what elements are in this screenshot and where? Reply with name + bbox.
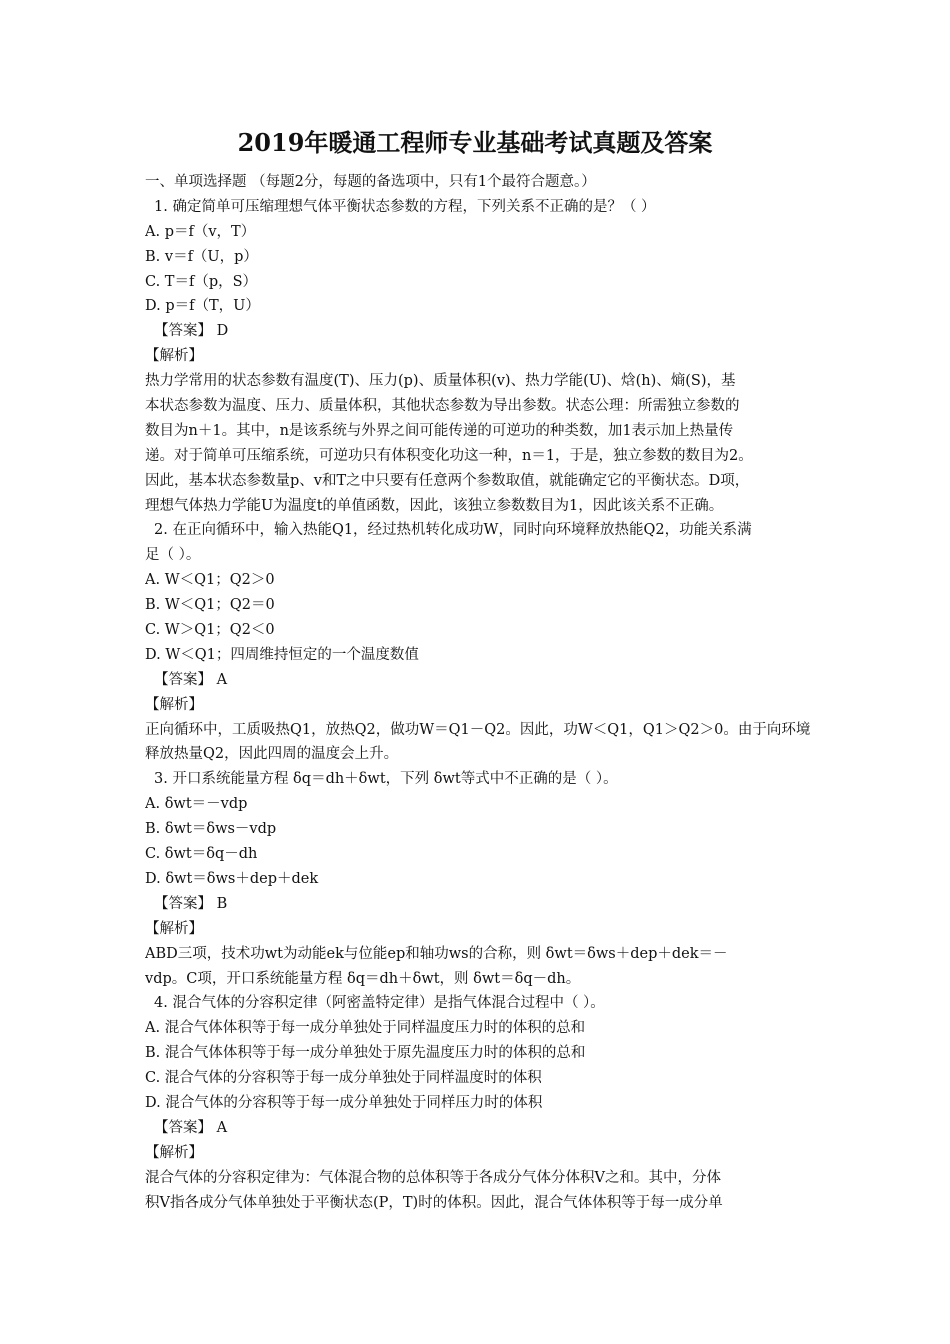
analysis-line: 释放热量Q2，因此四周的温度会上升。: [145, 746, 399, 763]
option-a: A. W＜Q1；Q2＞0: [145, 572, 275, 589]
analysis-label: 【解析】: [145, 696, 203, 713]
option-d: D. W＜Q1；四周维持恒定的一个温度数值: [145, 646, 419, 663]
section-heading: 一、单项选择题 （每题2分，每题的备选项中，只有1个最符合题意。）: [145, 174, 596, 190]
question-stem: 1. 确定简单可压缩理想气体平衡状态参数的方程，下列关系不正确的是？（ ）: [154, 198, 656, 215]
option-b: B. v＝f（U，p）: [145, 248, 258, 265]
option-a: A. δwt＝－vdp: [145, 796, 248, 813]
analysis-line: 混合气体的分容积定律为：气体混合物的总体积等于各成分气体分体积V之和。其中，分体: [145, 1169, 721, 1186]
option-d: D. 混合气体的分容积等于每一成分单独处于同样压力时的体积: [145, 1094, 543, 1111]
question-stem: 4. 混合气体的分容积定律（阿密盖特定律）是指气体混合过程中（ ）。: [154, 995, 605, 1012]
document-body: [145, 170, 810, 1215]
option-c: C. 混合气体的分容积等于每一成分单独处于同样温度时的体积: [145, 1070, 542, 1087]
option-b: B. W＜Q1；Q2＝0: [145, 597, 275, 614]
question-stem-continued: 足（ ）。: [145, 547, 201, 564]
option-c: C. W＞Q1；Q2＜0: [145, 622, 275, 639]
analysis-line: 理想气体热力学能U为温度t的单值函数，因此，该独立参数数目为1，因此该关系不正确。: [145, 497, 724, 514]
analysis-line: 因此，基本状态参数量p、v和T之中只要有任意两个参数取值，就能确定它的平衡状态。D项，: [145, 472, 750, 489]
option-c: C. T＝f（p，S）: [145, 273, 258, 290]
analysis-line: 热力学常用的状态参数有温度(T)、压力(p)、质量体积(v)、热力学能(U)、焓(h)、熵(S)，基: [145, 373, 736, 390]
analysis-line: 递。对于简单可压缩系统，可逆功只有体积变化功这一种，n＝1，于是，独立参数的数目为2。: [145, 447, 753, 464]
answer-line: 【答案】 A: [154, 1119, 228, 1136]
option-a: A. p＝f（v，T）: [145, 223, 256, 240]
question-stem: 3. 开口系统能量方程 δq＝dh＋δwt，下列 δwt等式中不正确的是（ ）。: [154, 771, 618, 788]
answer-line: 【答案】 D: [154, 323, 229, 340]
analysis-line: 数目为n＋1。其中，n是该系统与外界之间可能传递的可逆功的种类数，加1表示加上热量传: [145, 422, 734, 439]
answer-line: 【答案】 B: [154, 895, 228, 912]
document-title: 2019年暖通工程师专业基础考试真题及答案: [237, 128, 713, 157]
analysis-line: ABD三项，技术功wt为动能ek与位能ep和轴功ws的合称，则 δwt＝δws＋dep＋dek＝－: [145, 945, 728, 962]
analysis-line: vdp。C项，开口系统能量方程 δq＝dh＋δwt，则 δwt＝δq－dh。: [145, 970, 581, 987]
answer-line: 【答案】 A: [154, 671, 228, 688]
option-c: C. δwt＝δq－dh: [145, 846, 258, 863]
option-a: A. 混合气体体积等于每一成分单独处于同样温度压力时的体积的总和: [145, 1020, 586, 1037]
analysis-line: 正向循环中，工质吸热Q1，放热Q2，做功W＝Q1－Q2。因此，功W＜Q1，Q1＞Q2＞0。由于向环境: [145, 721, 810, 738]
question-stem: 2. 在正向循环中，输入热能Q1，经过热机转化成功W，同时向环境释放热能Q2，功能关系满: [154, 522, 752, 539]
analysis-line: 本状态参数为温度、压力、质量体积，其他状态参数为导出参数。状态公理：所需独立参数的: [145, 398, 740, 415]
analysis-label: 【解析】: [145, 348, 203, 365]
option-d: D. p＝f（T，U）: [145, 298, 260, 315]
option-b: B. 混合气体体积等于每一成分单独处于原先温度压力时的体积的总和: [145, 1045, 586, 1062]
analysis-label: 【解析】: [145, 920, 203, 937]
analysis-label: 【解析】: [145, 1144, 203, 1161]
option-b: B. δwt＝δws－vdp: [145, 821, 277, 838]
option-d: D. δwt＝δws＋dep＋dek: [145, 870, 319, 887]
analysis-line: 积V指各成分气体单独处于平衡状态(P，T)时的体积。因此，混合气体体积等于每一成分单: [145, 1194, 723, 1211]
